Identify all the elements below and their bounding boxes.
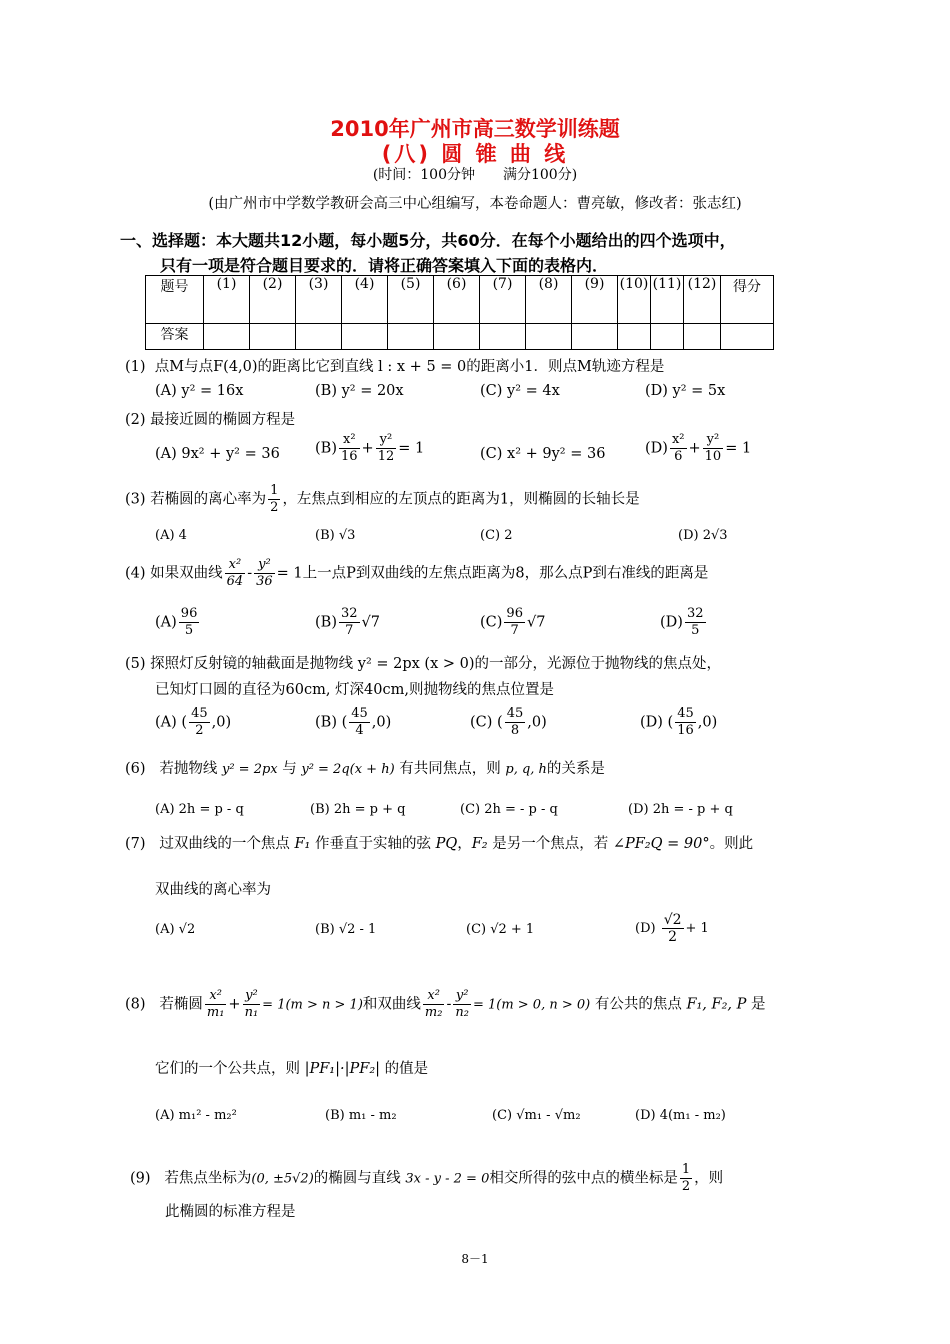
page-subtitle: (八) 圆 锥 曲 线: [381, 142, 569, 166]
q4-option-c: (C) $\frac{96}{7}$ √7: [480, 606, 546, 638]
col-header: (6): [434, 276, 480, 324]
question-8: (8) 若椭圆 $\frac{\text{x²}}{\text{m₁}}$ + $\frac{\text{y²}}{\text{n₁}}$ = 1(m > n > 1)和双曲线 $\frac{\text{x²}}{\text{m₂}}$ - $\frac{\text{y²}}{\text{n₂}}$ = 1(m > 0, n > 0) 有公共的焦点 F₁, F₂, P 是: [125, 988, 766, 1020]
page-title: 2010年广州市高三数学训练题: [330, 117, 620, 141]
q2-option-c: (C) x² + 9y² = 36: [480, 446, 606, 462]
q4-option-a: (A) $\frac{96}{5}$: [155, 606, 198, 638]
answer-cell[interactable]: [480, 324, 526, 350]
question-7-line2: 双曲线的离心率为: [155, 882, 271, 898]
answer-cell[interactable]: [204, 324, 250, 350]
q6-option-b: (B) 2h = p + q: [310, 802, 406, 817]
page-number: 8－1: [461, 1252, 489, 1266]
question-2: (2) 最接近圆的椭圆方程是: [125, 412, 296, 428]
question-7: (7) 过双曲线的一个焦点 F₁ 作垂直于实轴的弦 PQ，F₂ 是另一个焦点，若 ∠PF₂Q = 90°。则此: [125, 836, 754, 852]
q7-option-b: (B) √2 - 1: [315, 922, 377, 937]
q3-option-a: (A) 4: [155, 528, 187, 543]
q8-option-b: (B) m₁ - m₂: [325, 1108, 397, 1123]
q5-option-a: (A) ( $\frac{45}{2}$ ,0): [155, 706, 232, 738]
score-header: 得分: [721, 276, 774, 324]
answer-cell[interactable]: [526, 324, 572, 350]
q4-option-d: (D) $\frac{32}{5}$: [660, 606, 704, 638]
q5-option-c: (C) ( $\frac{45}{8}$ ,0): [470, 706, 547, 738]
answer-cell[interactable]: [618, 324, 651, 350]
q1-option-b: (B) y² = 20x: [315, 383, 404, 399]
q2-option-a: (A) 9x² + y² = 36: [155, 446, 280, 462]
question-9: (9) 若焦点坐标为(0, ±5√2)的椭圆与直线 3x - y - 2 = 0相交所得的弦中点的横坐标是 $\frac{1}{2}$ ，则: [130, 1162, 724, 1194]
q3-option-c: (C) 2: [480, 528, 513, 543]
answer-cell[interactable]: [434, 324, 480, 350]
col-header: (9): [572, 276, 618, 324]
question-5: (5) 探照灯反射镜的轴截面是抛物线 y² = 2px (x > 0)的一部分，光源位于抛物线的焦点处，: [125, 656, 722, 672]
col-header: (4): [342, 276, 388, 324]
section-heading-line2: 只有一项是符合题目要求的．请将正确答案填入下面的表格内．: [160, 256, 609, 275]
q1-option-c: (C) y² = 4x: [480, 383, 560, 399]
q1-option-d: (D) y² = 5x: [645, 383, 726, 399]
q8-option-a: (A) m₁² - m₂²: [155, 1108, 237, 1123]
q7-option-c: (C) √2 + 1: [466, 922, 535, 937]
answer-cell[interactable]: [684, 324, 721, 350]
q2-option-b: (B) $\frac{\text{x²}}{16}$ + $\frac{\text{y²}}{12}$ = 1: [315, 432, 425, 464]
question-5-line2: 已知灯口圆的直径为60cm, 灯深40cm,则抛物线的焦点位置是: [155, 682, 554, 698]
q6-option-c: (C) 2h = - p - q: [460, 802, 558, 817]
col-header: (3): [296, 276, 342, 324]
author-info: (由广州市中学数学教研会高三中心组编写，本卷命题人：曹亮敏，修改者：张志红): [208, 196, 742, 212]
col-header: (5): [388, 276, 434, 324]
q7-option-a: (A) √2: [155, 922, 196, 937]
q3-option-d: (D) 2√3: [678, 528, 728, 543]
q6-option-d: (D) 2h = - p + q: [628, 802, 733, 817]
answer-cell[interactable]: [342, 324, 388, 350]
question-9-line2: 此椭圆的标准方程是: [165, 1204, 296, 1220]
question-8-line2: 它们的一个公共点，则 |PF₁|·|PF₂| 的值是: [155, 1061, 429, 1077]
question-6: (6) 若抛物线 y² = 2px 与 y² = 2q(x + h) 有共同焦点，则 p, q, h的关系是: [125, 761, 605, 777]
answer-cell[interactable]: [572, 324, 618, 350]
question-1: (1) 点M与点F(4,0)的距离比它到直线 l : x + 5 = 0的距离小1．则点M轨迹方程是: [125, 359, 665, 375]
col-header: (1): [204, 276, 250, 324]
q2-option-d: (D) $\frac{\text{x²}}{6}$ + $\frac{\text{y²}}{10}$ = 1: [645, 432, 752, 464]
answer-cell[interactable]: [651, 324, 684, 350]
q1-option-a: (A) y² = 16x: [155, 383, 244, 399]
q7-option-d: (D) $\frac{√2}{2}$ + 1: [635, 912, 709, 945]
score-cell[interactable]: [721, 324, 774, 350]
time-info: (时间：100分钟 满分100分): [372, 167, 578, 183]
section-heading: 一、选择题：本大题共12小题，每小题5分，共60分．在每个小题给出的四个选项中，: [120, 231, 736, 250]
col-header: (8): [526, 276, 572, 324]
col-header: (10): [618, 276, 651, 324]
q5-option-b: (B) ( $\frac{45}{4}$ ,0): [315, 706, 392, 738]
q5-option-d: (D) ( $\frac{45}{16}$ ,0): [640, 706, 718, 738]
q6-option-a: (A) 2h = p - q: [155, 802, 244, 817]
question-4: (4) 如果双曲线 $\frac{\text{x²}}{64}$ - $\frac{\text{y²}}{36}$ = 1上一点P到双曲线的左焦点距离为8，那么点P到右准线的距离是: [125, 557, 709, 589]
question-3: (3) 若椭圆的离心率为 $\frac{1}{2}$ ，左焦点到相应的左顶点的距离为1，则椭圆的长轴长是: [125, 483, 640, 515]
answer-table: [145, 275, 774, 350]
q3-option-b: (B) √3: [315, 528, 356, 543]
row-label-answer: 答案: [146, 324, 204, 350]
q8-option-d: (D) 4(m₁ - m₂): [635, 1108, 726, 1123]
answer-cell[interactable]: [250, 324, 296, 350]
row-label-number: 题号: [146, 276, 204, 324]
col-header: (2): [250, 276, 296, 324]
q4-option-b: (B) $\frac{32}{7}$ √7: [315, 606, 380, 638]
q8-option-c: (C) √m₁ - √m₂: [492, 1108, 581, 1123]
col-header: (7): [480, 276, 526, 324]
answer-cell[interactable]: [296, 324, 342, 350]
col-header: (11): [651, 276, 684, 324]
answer-cell[interactable]: [388, 324, 434, 350]
col-header: (12): [684, 276, 721, 324]
